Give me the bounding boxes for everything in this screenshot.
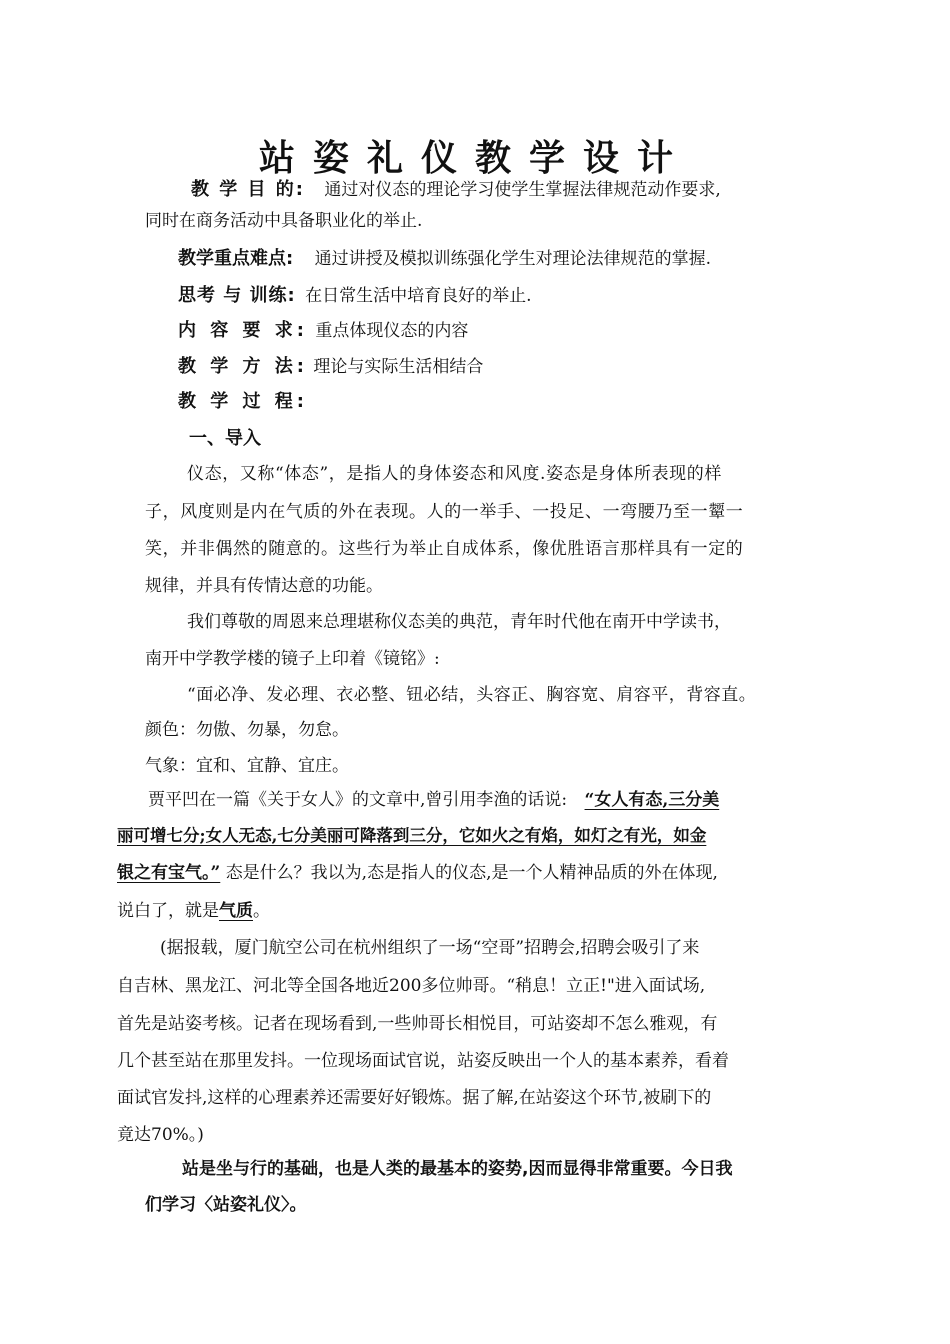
quote-line: [117, 865, 718, 882]
goal-row: [191, 181, 721, 199]
quote-bold-end: 银之有宝气。”: [117, 863, 221, 883]
paragraph-line: 笑，并非偶然的随意的。这些行为举止自成体系，像优胜语言那样具有一定的: [145, 539, 744, 559]
training-text: 在日常生活中培育良好的举止.: [305, 286, 532, 306]
paragraph-line: 规律，并具有传情达意的功能。: [145, 576, 383, 596]
training-row: [178, 287, 532, 305]
goal-text: 通过对仪态的理论学习使学生掌握法律规范动作要求,: [324, 180, 721, 200]
news-line: 竟达70%。): [117, 1125, 204, 1145]
quote-conclusion: 说白了，就是: [117, 901, 219, 921]
mirror-line: “面必净、发必理、衣必整、钮必结，头容正、胸容宽、肩容平，背容直。: [187, 685, 757, 705]
quote-line: [117, 903, 270, 920]
keyword-temperament: 气质: [219, 901, 253, 921]
news-line: 面试官发抖,这样的心理素养还需要好好锻炼。据了解,在站姿这个环节,被刷下的: [117, 1088, 712, 1108]
paragraph-line: 南开中学教学楼的镜子上印着《镜铭》:: [145, 649, 440, 669]
method-label: 教 学 方 法:: [178, 356, 308, 377]
method-row: [178, 358, 483, 376]
mirror-line: 气象：宜和、宜静、宜庄。: [145, 756, 349, 776]
content-row: [178, 322, 468, 340]
mirror-line: 颜色：勿傲、勿暴，勿怠。: [145, 720, 349, 740]
closing-line: 站是坐与行的基础，也是人类的最基本的姿势,因而显得非常重要。今日我: [182, 1159, 733, 1179]
quote-intro: 贾平凹在一篇《关于女人》的文章中,曾引用李渔的话说:: [148, 790, 568, 810]
news-line: (据报载，厦门航空公司在杭州组织了一场“空哥”招聘会,招聘会吸引了来: [160, 938, 700, 958]
content-label: 内 容 要 求:: [178, 320, 308, 341]
section-heading: 一、导入: [189, 428, 261, 449]
quote-bold-line: 丽可增七分;女人无态,七分美丽可降落到三分，它如火之有焰，如灯之有光，如金: [117, 826, 707, 845]
news-line: 几个甚至站在那里发抖。一位现场面试官说，站姿反映出一个人的基本素养，看着: [117, 1051, 729, 1071]
quote-line: [148, 792, 719, 809]
process-label: 教 学 过 程:: [178, 391, 308, 412]
key-points-text: 通过讲授及模拟训练强化学生对理论法律规范的掌握.: [314, 249, 712, 269]
content-text: 重点体现仪态的内容: [315, 321, 469, 341]
page-title: 站姿礼仪教学设计: [258, 137, 691, 179]
key-points-label: 教学重点难点:: [178, 248, 294, 269]
closing-line: 们学习〈站姿礼仪〉。: [145, 1195, 307, 1215]
process-row: [178, 393, 308, 411]
quote-end: 。: [253, 901, 270, 921]
paragraph-line: 仪态，又称“体态”，是指人的身体姿态和风度.姿态是身体所表现的样: [187, 464, 722, 484]
goal-label: 教 学 目 的:: [191, 179, 305, 200]
method-text: 理论与实际生活相结合: [313, 357, 484, 377]
training-label: 思考 与 训练:: [178, 285, 296, 306]
goal-text-cont: 同时在商务活动中具备职业化的举止.: [145, 211, 423, 231]
quote-commentary: 态是什么？我以为,态是指人的仪态,是一个人精神品质的外在体现,: [225, 863, 718, 883]
key-points-row: [178, 250, 711, 268]
quote-bold: “女人有态,三分美: [584, 790, 720, 810]
news-line: 自吉林、黑龙江、河北等全国各地近200多位帅哥。“稍息！立正!"进入面试场,: [117, 976, 706, 996]
paragraph-line: 子，风度则是内在气质的外在表现。人的一举手、一投足、一弯腰乃至一颦一: [145, 502, 744, 522]
paragraph-line: 我们尊敬的周恩来总理堪称仪态美的典范，青年时代他在南开中学读书，: [187, 612, 731, 632]
news-line: 首先是站姿考核。记者在现场看到,一些帅哥长相悦目，可站姿却不怎么雅观，有: [117, 1014, 718, 1034]
